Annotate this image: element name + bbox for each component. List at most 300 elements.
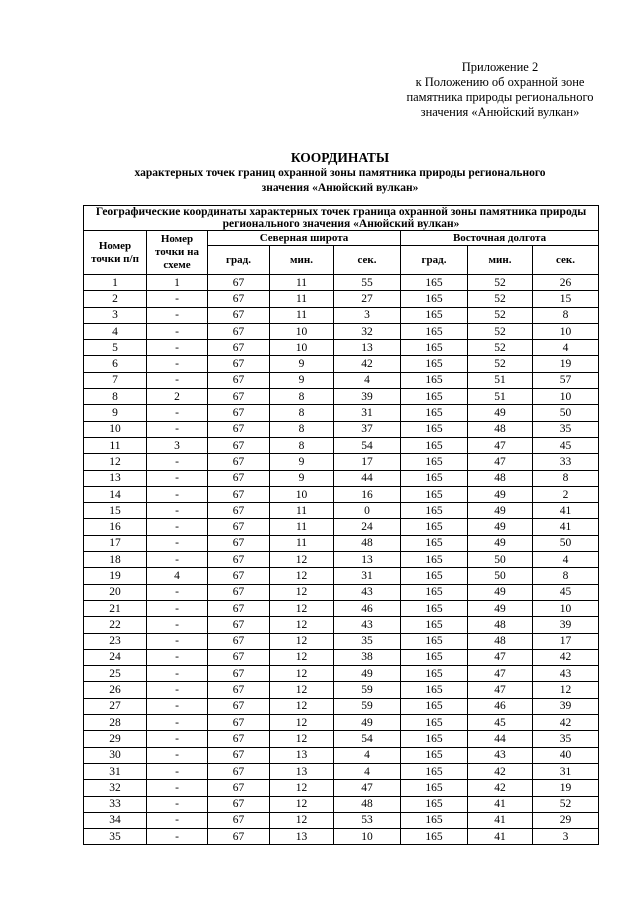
cell-lon-sec: 41: [533, 503, 599, 519]
cell-lon-min: 47: [468, 437, 533, 453]
cell-lon-sec: 52: [533, 796, 599, 812]
cell-lat-sec: 48: [334, 796, 401, 812]
table-row: [84, 291, 599, 307]
cell-lat-deg: 67: [208, 323, 270, 339]
cell-lat-sec: 4: [334, 372, 401, 388]
cell-lon-min: 43: [468, 747, 533, 763]
cell-lat-sec: 59: [334, 698, 401, 714]
table-row: [84, 275, 599, 291]
cell-lon-sec: 42: [533, 715, 599, 731]
cell-lon-sec: 42: [533, 649, 599, 665]
cell-lat-deg: 67: [208, 470, 270, 486]
header-lon-min: мин.: [468, 246, 533, 275]
cell-lat-sec: 13: [334, 552, 401, 568]
header-lat-sec: сек.: [334, 246, 401, 275]
cell-lon-sec: 10: [533, 600, 599, 616]
cell-point-number: 1: [84, 275, 147, 291]
cell-point-number: 26: [84, 682, 147, 698]
table-row: [84, 405, 599, 421]
cell-scheme-number: 4: [147, 568, 208, 584]
subtitle-line: характерных точек границ охранной зоны памятника природы регионального: [134, 167, 546, 179]
cell-lat-sec: 32: [334, 323, 401, 339]
cell-lon-sec: 26: [533, 275, 599, 291]
cell-lat-sec: 0: [334, 503, 401, 519]
table-row: [84, 796, 599, 812]
cell-lat-min: 11: [270, 307, 334, 323]
cell-lat-min: 11: [270, 275, 334, 291]
table-row: [84, 340, 599, 356]
cell-lat-sec: 4: [334, 763, 401, 779]
cell-lon-sec: 50: [533, 535, 599, 551]
cell-lat-min: 10: [270, 323, 334, 339]
table-row: [84, 812, 599, 828]
cell-scheme-number: -: [147, 405, 208, 421]
cell-lon-deg: 165: [401, 340, 468, 356]
cell-lat-sec: 17: [334, 454, 401, 470]
appendix-line: памятника природы регионального: [406, 90, 594, 104]
table-row: [84, 698, 599, 714]
cell-lat-deg: 67: [208, 340, 270, 356]
table-row: [84, 649, 599, 665]
cell-scheme-number: -: [147, 715, 208, 731]
document-title: КООРДИНАТЫ: [290, 150, 390, 165]
cell-scheme-number: -: [147, 356, 208, 372]
cell-scheme-number: -: [147, 519, 208, 535]
cell-scheme-number: -: [147, 600, 208, 616]
cell-lat-deg: 67: [208, 584, 270, 600]
cell-lon-min: 48: [468, 421, 533, 437]
cell-point-number: 35: [84, 829, 147, 845]
table-row: [84, 682, 599, 698]
cell-lon-deg: 165: [401, 421, 468, 437]
cell-lon-deg: 165: [401, 291, 468, 307]
cell-lat-sec: 27: [334, 291, 401, 307]
table-body: [84, 275, 599, 845]
cell-lat-deg: 67: [208, 698, 270, 714]
cell-lat-min: 11: [270, 519, 334, 535]
cell-scheme-number: -: [147, 584, 208, 600]
cell-lon-deg: 165: [401, 307, 468, 323]
cell-scheme-number: -: [147, 503, 208, 519]
cell-lat-sec: 4: [334, 747, 401, 763]
cell-lat-sec: 49: [334, 715, 401, 731]
cell-lat-min: 12: [270, 584, 334, 600]
cell-point-number: 23: [84, 633, 147, 649]
cell-scheme-number: -: [147, 307, 208, 323]
cell-lon-deg: 165: [401, 437, 468, 453]
cell-lon-sec: 19: [533, 356, 599, 372]
table-row: [84, 763, 599, 779]
table-row: [84, 568, 599, 584]
table-caption: Географические координаты характерных точек граница охранной зоны памятника природы регионального значения «Анюйский вулкан»: [84, 206, 599, 231]
cell-lat-deg: 67: [208, 649, 270, 665]
cell-lat-sec: 47: [334, 780, 401, 796]
table-row: [84, 552, 599, 568]
cell-scheme-number: -: [147, 421, 208, 437]
cell-lon-sec: 41: [533, 519, 599, 535]
cell-point-number: 17: [84, 535, 147, 551]
cell-lat-sec: 13: [334, 340, 401, 356]
cell-lon-min: 49: [468, 519, 533, 535]
cell-lat-deg: 67: [208, 747, 270, 763]
cell-lon-min: 47: [468, 666, 533, 682]
cell-lon-deg: 165: [401, 470, 468, 486]
cell-lon-deg: 165: [401, 682, 468, 698]
cell-lon-min: 49: [468, 405, 533, 421]
cell-lat-deg: 67: [208, 633, 270, 649]
appendix-note: [380, 60, 620, 120]
cell-lat-sec: 49: [334, 666, 401, 682]
cell-lon-sec: 45: [533, 437, 599, 453]
cell-lon-deg: 165: [401, 731, 468, 747]
cell-lon-sec: 39: [533, 698, 599, 714]
table-row: [84, 780, 599, 796]
cell-lat-deg: 67: [208, 291, 270, 307]
cell-scheme-number: -: [147, 486, 208, 502]
cell-lat-min: 12: [270, 649, 334, 665]
cell-lat-sec: 55: [334, 275, 401, 291]
cell-lat-deg: 67: [208, 389, 270, 405]
cell-lat-min: 12: [270, 682, 334, 698]
cell-scheme-number: -: [147, 747, 208, 763]
cell-lat-sec: 59: [334, 682, 401, 698]
cell-lon-sec: 33: [533, 454, 599, 470]
cell-lon-min: 50: [468, 568, 533, 584]
cell-lat-sec: 43: [334, 617, 401, 633]
cell-lon-deg: 165: [401, 389, 468, 405]
header-north-latitude: Северная широта: [208, 231, 401, 246]
cell-point-number: 32: [84, 780, 147, 796]
cell-lat-sec: 37: [334, 421, 401, 437]
coordinates-table: [83, 205, 599, 845]
cell-lon-min: 52: [468, 275, 533, 291]
table-row: [84, 600, 599, 616]
cell-lat-sec: 44: [334, 470, 401, 486]
cell-lon-deg: 165: [401, 600, 468, 616]
cell-lon-sec: 17: [533, 633, 599, 649]
cell-lat-sec: 42: [334, 356, 401, 372]
cell-scheme-number: -: [147, 454, 208, 470]
cell-lon-deg: 165: [401, 535, 468, 551]
cell-lon-min: 49: [468, 535, 533, 551]
cell-point-number: 29: [84, 731, 147, 747]
cell-lon-min: 47: [468, 682, 533, 698]
cell-lon-deg: 165: [401, 486, 468, 502]
cell-lon-sec: 4: [533, 340, 599, 356]
cell-lat-min: 12: [270, 731, 334, 747]
cell-lat-min: 12: [270, 698, 334, 714]
cell-lon-min: 52: [468, 356, 533, 372]
cell-lat-min: 12: [270, 812, 334, 828]
cell-lat-deg: 67: [208, 682, 270, 698]
cell-scheme-number: -: [147, 829, 208, 845]
cell-lon-sec: 10: [533, 323, 599, 339]
cell-lon-min: 41: [468, 829, 533, 845]
cell-point-number: 16: [84, 519, 147, 535]
cell-lat-sec: 24: [334, 519, 401, 535]
cell-point-number: 7: [84, 372, 147, 388]
cell-point-number: 20: [84, 584, 147, 600]
cell-scheme-number: -: [147, 796, 208, 812]
cell-scheme-number: -: [147, 763, 208, 779]
table-row: [84, 307, 599, 323]
cell-lon-sec: 35: [533, 421, 599, 437]
table-row: [84, 389, 599, 405]
cell-lon-min: 49: [468, 503, 533, 519]
cell-lat-min: 9: [270, 372, 334, 388]
cell-lat-min: 11: [270, 503, 334, 519]
cell-lon-sec: 19: [533, 780, 599, 796]
cell-lat-deg: 67: [208, 437, 270, 453]
table-row: [84, 519, 599, 535]
cell-point-number: 22: [84, 617, 147, 633]
cell-point-number: 31: [84, 763, 147, 779]
cell-lon-min: 51: [468, 372, 533, 388]
cell-scheme-number: 1: [147, 275, 208, 291]
cell-scheme-number: -: [147, 340, 208, 356]
cell-lon-deg: 165: [401, 649, 468, 665]
cell-lat-min: 8: [270, 437, 334, 453]
table-row: [84, 470, 599, 486]
header-point-number: Номер точки п/п: [84, 231, 147, 275]
subtitle-line: значения «Анюйский вулкан»: [261, 182, 419, 194]
cell-point-number: 21: [84, 600, 147, 616]
cell-lon-deg: 165: [401, 503, 468, 519]
cell-scheme-number: -: [147, 780, 208, 796]
appendix-line: Приложение 2: [461, 60, 539, 74]
cell-lat-sec: 38: [334, 649, 401, 665]
cell-point-number: 34: [84, 812, 147, 828]
table-row: [84, 715, 599, 731]
cell-lon-deg: 165: [401, 715, 468, 731]
cell-lat-min: 12: [270, 666, 334, 682]
cell-lon-sec: 8: [533, 307, 599, 323]
table-row: [84, 829, 599, 845]
cell-lat-min: 13: [270, 829, 334, 845]
cell-point-number: 14: [84, 486, 147, 502]
cell-lon-sec: 12: [533, 682, 599, 698]
table-row: [84, 486, 599, 502]
cell-lon-min: 47: [468, 649, 533, 665]
cell-lat-min: 12: [270, 633, 334, 649]
cell-point-number: 30: [84, 747, 147, 763]
cell-point-number: 11: [84, 437, 147, 453]
cell-point-number: 13: [84, 470, 147, 486]
cell-lat-deg: 67: [208, 763, 270, 779]
table-row: [84, 437, 599, 453]
cell-lon-sec: 10: [533, 389, 599, 405]
cell-scheme-number: -: [147, 617, 208, 633]
cell-lat-min: 11: [270, 291, 334, 307]
cell-lat-deg: 67: [208, 780, 270, 796]
cell-lon-deg: 165: [401, 812, 468, 828]
cell-lon-sec: 29: [533, 812, 599, 828]
cell-lat-min: 11: [270, 535, 334, 551]
cell-lon-sec: 2: [533, 486, 599, 502]
cell-lat-min: 13: [270, 763, 334, 779]
cell-lat-deg: 67: [208, 812, 270, 828]
cell-lat-sec: 16: [334, 486, 401, 502]
cell-lon-deg: 165: [401, 584, 468, 600]
table-row: [84, 584, 599, 600]
cell-lon-deg: 165: [401, 829, 468, 845]
cell-lat-sec: 48: [334, 535, 401, 551]
cell-point-number: 5: [84, 340, 147, 356]
cell-scheme-number: -: [147, 649, 208, 665]
cell-lon-min: 48: [468, 633, 533, 649]
cell-point-number: 6: [84, 356, 147, 372]
cell-point-number: 24: [84, 649, 147, 665]
cell-lon-deg: 165: [401, 356, 468, 372]
appendix-line: значения «Анюйский вулкан»: [420, 105, 580, 119]
cell-lat-min: 12: [270, 617, 334, 633]
cell-lat-min: 12: [270, 780, 334, 796]
cell-lon-deg: 165: [401, 275, 468, 291]
cell-scheme-number: -: [147, 666, 208, 682]
cell-lat-sec: 35: [334, 633, 401, 649]
cell-lon-sec: 8: [533, 568, 599, 584]
cell-lat-sec: 43: [334, 584, 401, 600]
cell-lat-min: 8: [270, 405, 334, 421]
cell-lon-deg: 165: [401, 633, 468, 649]
cell-lon-deg: 165: [401, 698, 468, 714]
table-row: [84, 731, 599, 747]
cell-lon-deg: 165: [401, 454, 468, 470]
cell-lon-min: 46: [468, 698, 533, 714]
cell-lon-deg: 165: [401, 552, 468, 568]
cell-lon-sec: 35: [533, 731, 599, 747]
cell-lat-sec: 54: [334, 731, 401, 747]
cell-lon-sec: 45: [533, 584, 599, 600]
header-east-longitude: Восточная долгота: [401, 231, 599, 246]
cell-lat-min: 9: [270, 470, 334, 486]
cell-lon-deg: 165: [401, 780, 468, 796]
cell-lon-deg: 165: [401, 323, 468, 339]
cell-lon-min: 45: [468, 715, 533, 731]
appendix-line: к Положению об охранной зоне: [415, 75, 585, 89]
cell-lat-deg: 67: [208, 275, 270, 291]
cell-lat-min: 9: [270, 356, 334, 372]
cell-lon-min: 49: [468, 486, 533, 502]
cell-lat-deg: 67: [208, 731, 270, 747]
header-scheme-number: Номер точки на схеме: [147, 231, 208, 275]
cell-lat-deg: 67: [208, 421, 270, 437]
cell-scheme-number: 2: [147, 389, 208, 405]
cell-lon-sec: 40: [533, 747, 599, 763]
cell-lon-deg: 165: [401, 763, 468, 779]
cell-lat-deg: 67: [208, 600, 270, 616]
cell-lat-sec: 31: [334, 405, 401, 421]
cell-lon-min: 49: [468, 600, 533, 616]
table-row: [84, 372, 599, 388]
cell-lat-deg: 67: [208, 552, 270, 568]
cell-lat-min: 12: [270, 552, 334, 568]
cell-point-number: 18: [84, 552, 147, 568]
cell-point-number: 2: [84, 291, 147, 307]
cell-lon-min: 44: [468, 731, 533, 747]
table-row: [84, 666, 599, 682]
cell-lon-min: 49: [468, 584, 533, 600]
cell-scheme-number: -: [147, 535, 208, 551]
cell-point-number: 12: [84, 454, 147, 470]
cell-lat-deg: 67: [208, 519, 270, 535]
cell-lat-sec: 53: [334, 812, 401, 828]
cell-lat-deg: 67: [208, 503, 270, 519]
table-row: [84, 633, 599, 649]
cell-point-number: 9: [84, 405, 147, 421]
cell-lat-min: 12: [270, 600, 334, 616]
cell-lon-deg: 165: [401, 405, 468, 421]
cell-lat-deg: 67: [208, 454, 270, 470]
table-row: [84, 356, 599, 372]
cell-lon-min: 52: [468, 323, 533, 339]
cell-lon-deg: 165: [401, 747, 468, 763]
table-row: [84, 503, 599, 519]
cell-lat-min: 10: [270, 340, 334, 356]
table-row: [84, 454, 599, 470]
cell-lat-deg: 67: [208, 666, 270, 682]
cell-lat-deg: 67: [208, 715, 270, 731]
cell-lat-min: 13: [270, 747, 334, 763]
cell-lon-min: 52: [468, 340, 533, 356]
cell-lat-sec: 10: [334, 829, 401, 845]
cell-lon-sec: 4: [533, 552, 599, 568]
cell-scheme-number: -: [147, 470, 208, 486]
cell-lon-min: 51: [468, 389, 533, 405]
cell-scheme-number: -: [147, 698, 208, 714]
cell-lat-sec: 3: [334, 307, 401, 323]
table-row: [84, 535, 599, 551]
cell-point-number: 10: [84, 421, 147, 437]
cell-point-number: 28: [84, 715, 147, 731]
cell-lon-sec: 8: [533, 470, 599, 486]
cell-lon-min: 41: [468, 796, 533, 812]
cell-lat-min: 9: [270, 454, 334, 470]
cell-lat-min: 10: [270, 486, 334, 502]
cell-scheme-number: -: [147, 731, 208, 747]
cell-lat-deg: 67: [208, 307, 270, 323]
cell-lat-min: 12: [270, 715, 334, 731]
cell-lon-sec: 31: [533, 763, 599, 779]
header-lat-deg: град.: [208, 246, 270, 275]
cell-point-number: 27: [84, 698, 147, 714]
table-row: [84, 323, 599, 339]
cell-lon-min: 52: [468, 307, 533, 323]
header-lat-min: мин.: [270, 246, 334, 275]
header-lon-sec: сек.: [533, 246, 599, 275]
cell-lat-min: 12: [270, 568, 334, 584]
cell-point-number: 8: [84, 389, 147, 405]
cell-scheme-number: 3: [147, 437, 208, 453]
document-subtitle: [80, 166, 600, 196]
cell-lat-deg: 67: [208, 356, 270, 372]
cell-lon-sec: 3: [533, 829, 599, 845]
cell-lat-deg: 67: [208, 486, 270, 502]
cell-lat-deg: 67: [208, 405, 270, 421]
table-row: [84, 421, 599, 437]
cell-scheme-number: -: [147, 633, 208, 649]
cell-lon-deg: 165: [401, 666, 468, 682]
cell-scheme-number: -: [147, 323, 208, 339]
cell-lat-deg: 67: [208, 617, 270, 633]
cell-lon-min: 47: [468, 454, 533, 470]
cell-lon-deg: 165: [401, 617, 468, 633]
cell-lat-deg: 67: [208, 535, 270, 551]
cell-scheme-number: -: [147, 682, 208, 698]
cell-lon-deg: 165: [401, 796, 468, 812]
cell-lon-sec: 15: [533, 291, 599, 307]
cell-lat-sec: 39: [334, 389, 401, 405]
